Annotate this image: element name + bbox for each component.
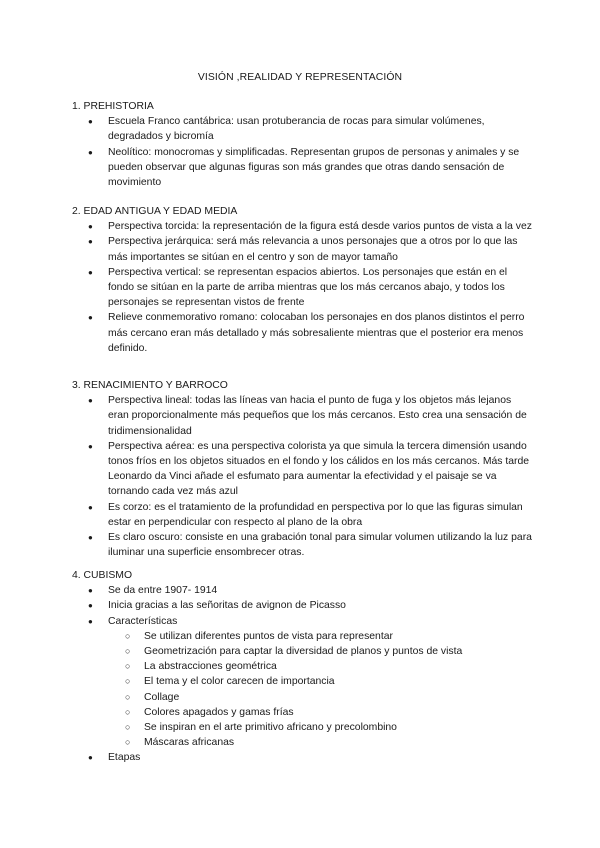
section-edad-antigua xyxy=(72,204,532,356)
list-item: ● Perspectiva lineal: todas las líneas van hacia el punto de fuga y los objetos más lejanos eran proporcionalmente más pequeños que los más cercanos. Esto crea una sensación de tridimensionalidad xyxy=(72,393,532,439)
sub-list-item: ○ La abstracciones geométrica xyxy=(108,659,532,674)
sub-list-item: ○ Collage xyxy=(108,690,532,705)
section-heading: 2. EDAD ANTIGUA Y EDAD MEDIA xyxy=(72,206,238,217)
list-item: ● Perspectiva torcida: la representación de la figura está desde varios puntos de vista a la vez xyxy=(72,219,532,234)
sub-list-item: ○ Se utilizan diferentes puntos de vista para representar xyxy=(108,629,532,644)
list-item: ● Etapas xyxy=(72,750,532,765)
section-heading: 1. PREHISTORIA xyxy=(72,101,154,112)
bullet-list xyxy=(72,583,532,765)
section-prehistoria xyxy=(72,99,532,190)
sub-list-item: ○ Se inspiran en el arte primitivo africano y precolombino xyxy=(108,720,532,735)
list-item: ● Neolítico: monocromas y simplificadas. Representan grupos de personas y animales y se pueden observar que algunas figuras son más grandes que otras dando sensación de movimiento xyxy=(72,145,532,191)
list-item: ● Es corzo: es el tratamiento de la profundidad en perspectiva por lo que las figuras simulan estar en perpendicular con respecto al plano de la obra xyxy=(72,500,532,530)
sub-list-item: ○ Máscaras africanas xyxy=(108,735,532,750)
list-item-label: Características xyxy=(108,615,178,627)
section-renacimiento xyxy=(72,378,532,560)
list-item: ● Se da entre 1907- 1914 xyxy=(72,583,532,598)
sub-bullet-list xyxy=(108,629,532,751)
sub-list-item: ○ Geometrización para captar la diversidad de planos y puntos de vista xyxy=(108,644,532,659)
list-item: ● Perspectiva vertical: se representan espacios abiertos. Los personajes que están en el fondo se sitúan en la parte de arriba mientras que los más cercanos abajo, y todos los personajes se representan vistos de frente xyxy=(72,265,532,311)
section-heading: 4. CUBISMO xyxy=(72,570,133,581)
section-heading: 3. RENACIMIENTO Y BARROCO xyxy=(72,380,228,391)
list-item: ● Relieve conmemorativo romano: colocaban los personajes en dos planos distintos el perro más cercano eran más detallado y más sobresaliente mientras que el posterior era menos definido. xyxy=(72,310,532,356)
list-item: ● Es claro oscuro: consiste en una grabación tonal para simular volumen utilizando la luz para iluminar una superficie ensombrecer otras. xyxy=(72,530,532,560)
section-cubismo xyxy=(72,568,532,766)
list-item: ● Inicia gracias a las señoritas de avignon de Picasso xyxy=(72,598,532,613)
bullet-list xyxy=(72,219,532,356)
list-item: ● Perspectiva jerárquica: será más relevancia a unos personajes que a otros por lo que las más importantes se sitúan en el centro y son de mayor tamaño xyxy=(72,234,532,264)
sub-list-item: ○ El tema y el color carecen de importancia xyxy=(108,674,532,689)
list-item: ● Escuela Franco cantábrica: usan protuberancia de rocas para simular volúmenes, degradados y bicromía xyxy=(72,114,532,144)
bullet-list xyxy=(72,114,532,190)
list-item-caracteristicas xyxy=(72,614,532,751)
document-title: VISIÓN ,REALIDAD Y REPRESENTACIÓN xyxy=(197,72,403,83)
bullet-list xyxy=(72,393,532,560)
sub-list-item: ○ Colores apagados y gamas frías xyxy=(108,705,532,720)
list-item: ● Perspectiva aérea: es una perspectiva colorista ya que simula la tercera dimensión usando tonos fríos en los objetos situados en el fondo y los cálidos en los más cercanos. Más tarde Leonardo da Vinci añade el esfumato para aumentar la efectividad y el paisaje se va tornando cada vez más azul xyxy=(72,439,532,500)
